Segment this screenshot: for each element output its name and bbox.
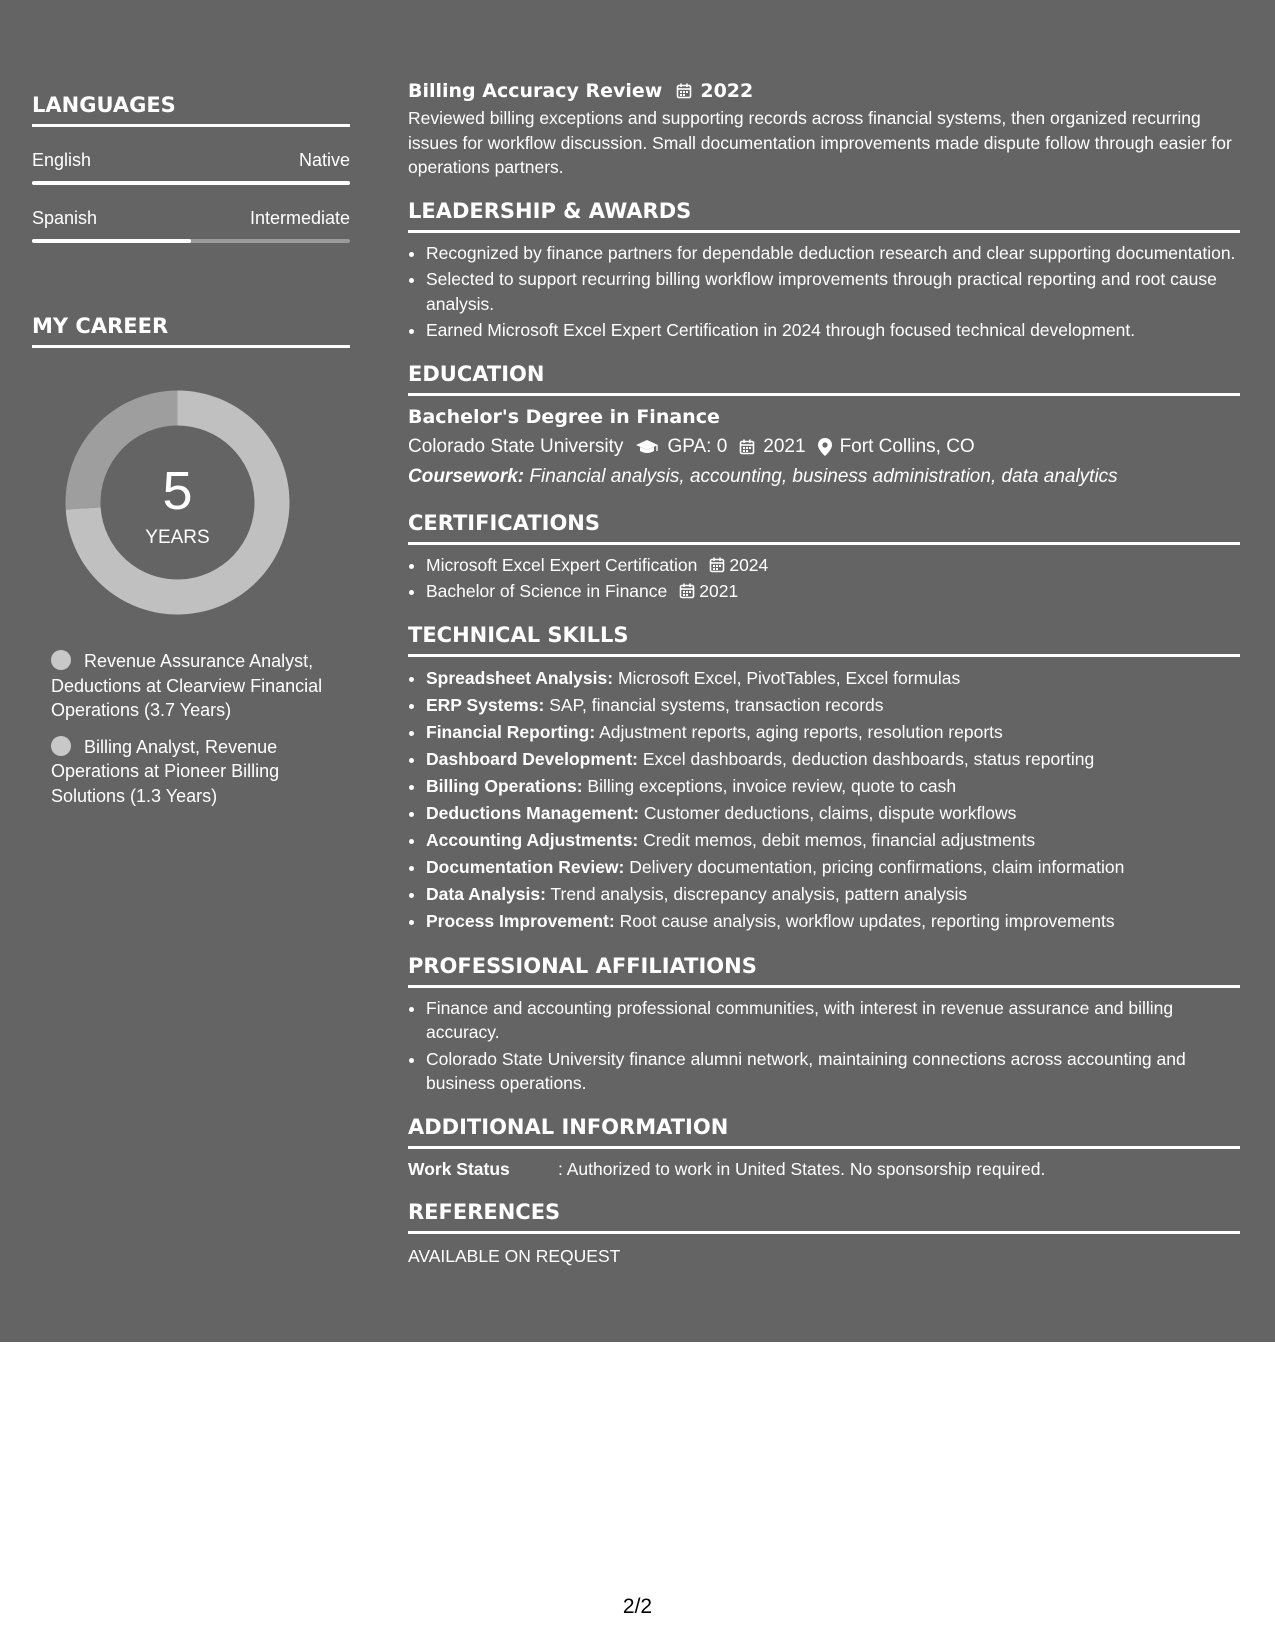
skill-value: Delivery documentation, pricing confirmations, claim information [629, 856, 1125, 877]
calendar-icon [679, 583, 695, 599]
affiliations-list [408, 996, 1240, 1096]
career-job-text: Billing Analyst, Revenue Operations at Pioneer Billing Solutions (1.3 Years) [51, 736, 280, 806]
calendar-icon [676, 83, 692, 99]
references-text: AVAILABLE ON REQUEST [408, 1245, 621, 1266]
skill-value: SAP, financial systems, transaction records [549, 694, 884, 715]
coursework [408, 462, 1240, 492]
degree-title: Bachelor's Degree in Finance [408, 405, 720, 428]
graduation-year: 2021 [763, 435, 806, 457]
language-item [32, 149, 350, 185]
list-item: • Colorado State University finance alumni network, maintaining connections across accounting and business operations. [426, 1047, 1240, 1096]
skill-item [426, 692, 1240, 719]
language-proficiency-bar [32, 239, 350, 243]
list-item: • Earned Microsoft Excel Expert Certification in 2024 through focused technical development. [426, 318, 1240, 343]
language-level: Native [298, 150, 350, 170]
languages-heading: LANGUAGES [32, 92, 350, 127]
certification-name: • Microsoft Excel Expert Certification [426, 554, 698, 575]
language-proficiency-fill [32, 239, 191, 243]
project-year: 2022 [700, 80, 754, 102]
skill-label: Process Improvement: [426, 910, 615, 931]
coursework-text: Financial analysis, accounting, business administration, data analytics [529, 465, 1118, 487]
location-pin-icon [818, 438, 832, 456]
references-heading: REFERENCES [408, 1199, 1240, 1234]
career-donut-chart [65, 390, 290, 615]
legend-dot-icon [51, 650, 71, 670]
page-number: 2/2 [622, 1595, 653, 1618]
skills-list [408, 665, 1240, 935]
skill-item [426, 827, 1240, 854]
skill-item [426, 908, 1240, 935]
skill-value: Adjustment reports, aging reports, resolution reports [599, 721, 1003, 742]
education-details [408, 432, 1240, 462]
career-job-text: Revenue Assurance Analyst, Deductions at Clearview Financial Operations (3.7 Years) [51, 651, 323, 720]
certification-name: • Bachelor of Science in Finance [426, 581, 668, 601]
school-name: Colorado State University [408, 435, 624, 457]
leadership-list [408, 241, 1240, 343]
education-heading: EDUCATION [408, 361, 1240, 396]
skill-label: Documentation Review: [426, 856, 625, 877]
skill-item [426, 881, 1240, 908]
skill-label: Deductions Management: [426, 802, 639, 823]
graduation-cap-icon [635, 439, 659, 455]
work-status-row [408, 1157, 1240, 1181]
certification-year: 2021 [699, 581, 739, 601]
school-location: Fort Collins, CO [839, 435, 975, 457]
coursework-label: Coursework: [408, 465, 525, 487]
skill-label: Accounting Adjustments: [426, 829, 639, 850]
additional-info-heading: ADDITIONAL INFORMATION [408, 1114, 1240, 1149]
gpa-value: GPA: 0 [667, 435, 728, 457]
list-item: • Selected to support recurring billing workflow improvements through practical reporting and root cause analysis. [426, 267, 1240, 316]
calendar-icon [709, 557, 725, 573]
skill-item [426, 665, 1240, 692]
skill-label: Dashboard Development: [426, 748, 638, 769]
skill-value: Microsoft Excel, PivotTables, Excel formulas [617, 667, 961, 688]
certifications-list [408, 553, 1240, 604]
skill-item [426, 746, 1240, 773]
career-years-label: YEARS [145, 527, 210, 548]
language-proficiency-bar [32, 181, 350, 185]
list-item [426, 553, 1240, 578]
language-name: English [32, 150, 92, 170]
project-entry [408, 78, 1240, 180]
career-total-years: 5 [162, 461, 193, 521]
list-item [426, 579, 1240, 604]
language-item [32, 207, 350, 243]
career-legend [51, 649, 350, 808]
work-status-value: : Authorized to work in United States. No sponsorship required. [558, 1158, 1046, 1179]
career-legend-item [51, 649, 350, 723]
certifications-heading: CERTIFICATIONS [408, 510, 1240, 545]
leadership-heading: LEADERSHIP & AWARDS [408, 198, 1240, 233]
skill-item [426, 854, 1240, 881]
legend-dot-icon [51, 736, 71, 756]
skill-value: Customer deductions, claims, dispute workflows [643, 802, 1017, 823]
work-status-label: Work Status [408, 1158, 510, 1179]
skill-label: ERP Systems: [426, 694, 545, 715]
project-title: Billing Accuracy Review [408, 80, 663, 102]
skill-value: Root cause analysis, workflow updates, reporting improvements [619, 910, 1115, 931]
skills-heading: TECHNICAL SKILLS [408, 622, 1240, 657]
skill-item [426, 773, 1240, 800]
language-name: Spanish [32, 208, 98, 228]
left-column [32, 92, 350, 820]
skill-label: Data Analysis: [426, 883, 546, 904]
project-description: Reviewed billing exceptions and supporting records across financial systems, then organized recurring issues for workflow discussion. Small documentation improvements made dispute follow through easier for operations partners. [408, 108, 1232, 177]
skill-label: Financial Reporting: [426, 721, 596, 742]
language-proficiency-fill [32, 181, 350, 185]
skill-value: Trend analysis, discrepancy analysis, pattern analysis [550, 883, 968, 904]
career-section [32, 313, 350, 808]
right-column [408, 78, 1240, 1267]
skill-label: Spreadsheet Analysis: [426, 667, 614, 688]
certification-year: 2024 [729, 554, 769, 575]
list-item: • Finance and accounting professional communities, with interest in revenue assurance and billing accuracy. [426, 996, 1240, 1045]
skill-value: Billing exceptions, invoice review, quote to cash [587, 775, 957, 796]
skill-value: Excel dashboards, deduction dashboards, status reporting [642, 748, 1095, 769]
language-level: Intermediate [249, 208, 350, 228]
skill-value: Credit memos, debit memos, financial adjustments [643, 829, 1036, 850]
affiliations-heading: PROFESSIONAL AFFILIATIONS [408, 953, 1240, 988]
skill-item [426, 800, 1240, 827]
career-legend-item [51, 735, 350, 809]
calendar-icon [739, 439, 755, 455]
list-item: • Recognized by finance partners for dependable deduction research and clear supporting documentation. [426, 241, 1240, 266]
skill-label: Billing Operations: [426, 775, 583, 796]
career-heading: MY CAREER [32, 313, 350, 348]
skill-item [426, 719, 1240, 746]
